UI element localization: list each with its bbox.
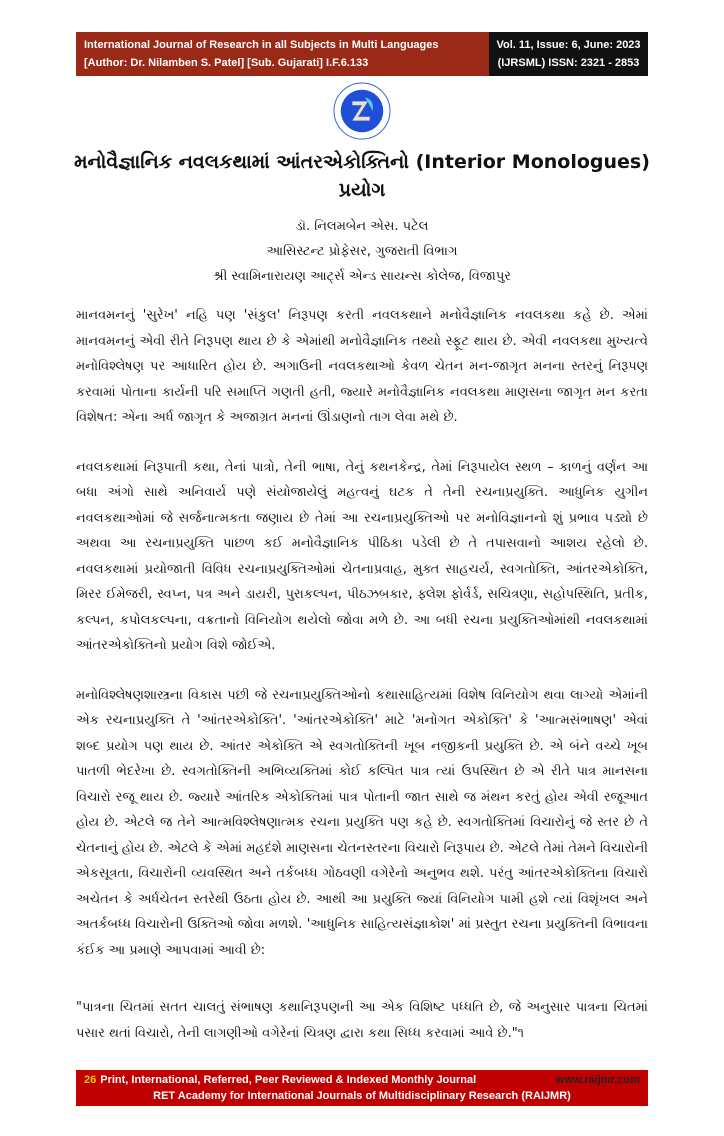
footer-tagline: Print, International, Referred, Peer Reviewed & Indexed Monthly Journal	[100, 1074, 477, 1086]
volume-issue: Vol. 11, Issue: 6, June: 2023	[496, 39, 641, 51]
quote-paragraph: "પાત્રના ચિતમાં સતત ચાલતું સંભાષણ કથાનિરૂપણની આ એક વિશિષ્ટ પધ્ધતિ છે, જે અનુસાર પાત્રના ચિતમાં પસાર થતાં વિચારો, તેની લાગણીઓ વગેરેનાં ચિત્રણ દ્વારા કથા સિધ્ધ કરવામાં આવે છે."૧	[76, 1000, 648, 1041]
paragraph-1: માનવમનનું 'સુરેખ' નહિ પણ 'સંકુલ' નિરૂપણ કરતી નવલકથાને મનોવૈજ્ઞાનિક નવલકથા કહે છે. એમાં માનવમનનું એવી રીતે નિરૂપણ થાય છે કે એમાંથી મનોવૈજ્ઞાનિક તથ્યો સ્ફૂટ થાય છે. એવી નવલકથા મુખ્યત્વે મનોવિશ્લેષણ પર આધારિત હોય છે. અગાઉની નવલકથાઓ કેવળ ચેતન મન-જાગૃત મનના સ્તરનું નિરૂપણ કરવામાં પોતાના કાર્યની પરિ સમાપ્તિ ગણતી હતી, જ્યારે મનોવૈજ્ઞાનિક નવલકથા માણસના જાગૃત મન કરતા વિશેષત: એના અર્ધ જાગૃત કે અજાગ્રત મનનાં ઊંડાણનો તાગ લેવા મથે છે.	[76, 308, 648, 425]
author-name: ડૉ. નિલમબેન એસ. પટેલ	[295, 219, 429, 234]
running-header	[76, 32, 648, 76]
header-author-line: [Author: Dr. Nilamben S. Patel] [Sub. Gujarati] I.F.6.133	[84, 57, 369, 69]
author-position: આસિસ્ટન્ટ પ્રોફેસર, ગુજરાતી વિભાગ	[266, 244, 458, 259]
article-title: મનોવૈજ્ઞાનિક નવલકથામાં આંતરએકોક્તિનો (Interior Monologues) પ્રયોગ	[74, 151, 650, 201]
website-link[interactable]: www.raijmr.com	[556, 1074, 640, 1086]
paragraph-2: નવલકથામાં નિરૂપાતી કથા, તેનાં પાત્રો, તેની ભાષા, તેનું કથનકેન્દ્ર, તેમાં નિરૂપાયેલ સ્થળ – કાળનું વર્ણન આ બધા અંગો સાથે અનિવાર્ય પણે સંયોજાયેલું મહત્વનું ઘટક તે તેની રચનાપ્રયુક્તિ. આધુનિક યુગીન નવલકથાઓમાં જે સર્જનાત્મકતા જણાય છે તેમાં આ રચનાપ્રયુક્તિઓ પર મનોવિજ્ઞાનનો શું પ્રભાવ પડ્યો છે અથવા આ રચનાપ્રયુક્તિ પાછળ કઈ મનોવૈજ્ઞાનિક પીઠિકા પડેલી છે તે તપાસવાનો આશય રહેલો છે. નવલકથામાં પ્રયોજાતી વિવિધ રચનાપ્રયુક્તિઓમાં ચેતનાપ્રવાહ, મુક્ત સાહચર્ય, સ્વગતોક્તિ, આંતરએકોક્તિ, મિરર ઈમેજરી, સ્વપ્ન, પત્ર અને ડાયરી, પુરાકલ્પન, પીઠઝબકાર, ફ્લેશ ફોર્વર્ડ, સચિત્રણા, સહોપસ્થિતિ, પ્રતીક, કલ્પન, કપોલકલ્પના, વક્રતાનો વિનિયોગ થયેલો જોવા મળે છે. આ બધી રચના પ્રયુક્તિઓમાંથી નવલકથામાં આંતરએકોક્તિનો પ્રયોગ વિશે જોઈએ.	[76, 459, 648, 653]
header-right	[489, 32, 648, 76]
page-number: 26	[84, 1074, 97, 1086]
issn: (IJRSML) ISSN: 2321 - 2853	[497, 57, 640, 69]
logo-container	[76, 82, 648, 142]
raijmr-logo	[333, 82, 391, 140]
running-footer	[76, 1070, 648, 1106]
footer-publisher: RET Academy for International Journals of Multidisciplinary Research (RAIJMR)	[153, 1090, 571, 1102]
journal-name: International Journal of Research in all Subjects in Multi Languages	[84, 39, 439, 51]
paragraph-3: મનોવિશ્લેષણશાસ્ત્રના વિકાસ પછી જે રચનાપ્રયુક્તિઓનો કથાસાહિત્યમાં વિશેષ વિનિયોગ થવા લાગ્યો એમાંની એક રચનાપ્રયુક્તિ તે 'આંતરએકોક્તિ'. 'આંતરએકોક્તિ' માટે 'મનોગત એકોક્તિ' કે 'આત્મસંભાષણ' એવાં શબ્દ પ્રયોગ પણ થાય છે. આંતર એકોક્તિ એ સ્વગતોક્તિની ખૂબ નજીકની પ્રયુક્તિ છે. એ બંને વચ્ચે ખૂબ પાતળી ભેદરેખા છે. સ્વગતોક્તિની અભિવ્યક્તિમાં કોઈ કલ્પિત પાત્ર ત્યાં ઉપસ્થિત છે એ રીતે પાત્ર માનસના વિચારો રજૂ થાય છે. જ્યારે આંતરિક એકોક્તિમાં પાત્ર પોતાની જાત સાથે જ મંથન કરતું હોય એવી રજૂઆત હોય છે. એટલે જ તેને આત્મવિશ્લેષણાત્મક રચના પ્રયુક્તિ પણ કહે છે. સ્વગતોક્તિમાં વિચારોનું જે સ્તર છે તે ચેતનાનું હોય છે. એટલે કે એમાં મહદંશે માણસના ચેતનસ્તરના વિચારો નિરૂપાય છે. એટલે તેમાં તેમને વિચારોની એકસૂત્રતા, વિચારોની વ્યવસ્થિત અને તર્કબધ્ધ ગોઠવણી વગેરેનો અનુભવ થશે. પરંતુ આંતરએકોક્તિના વિચારો અચેતન કે અર્ધચેતન સ્તરેથી ઉઠતા હોય છે. આથી આ પ્રયુક્તિ જ્યાં વિનિયોગ પામી હશે ત્યાં વિશૃંખલ અને અતર્કબધ્ધ વિચારોની ઉક્તિઓ જોવા મળશે. 'આધુનિક સાહિત્યસંજ્ઞાકોશ' માં પ્રસ્તુત રચના પ્રયુક્તિની વિભાવના કંઈક આ પ્રમાણે આપવામાં આવી છે:	[76, 687, 648, 958]
author-block	[76, 214, 648, 289]
author-college: શ્રી સ્વામિનારાયણ આર્ટ્સ એન્ડ સાયન્સ કોલેજ, વિજાપુર	[212, 269, 512, 284]
header-left	[76, 32, 489, 76]
